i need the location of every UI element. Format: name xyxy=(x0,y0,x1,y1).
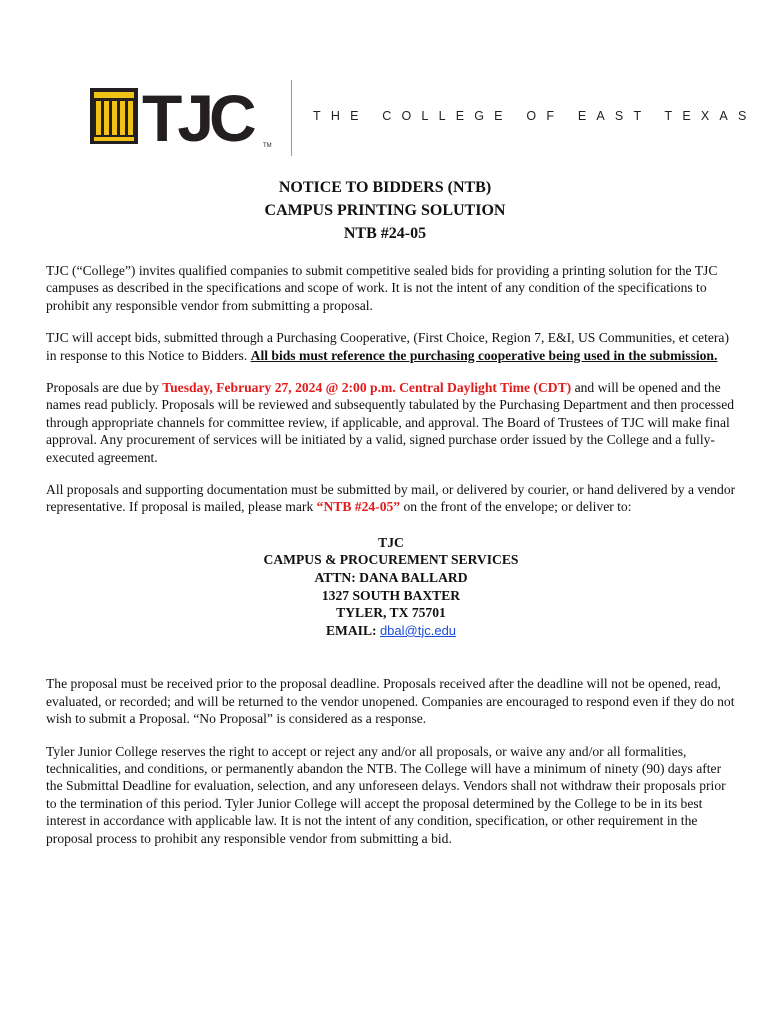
notice-title: NOTICE TO BIDDERS (NTB) xyxy=(278,179,492,196)
deadline-paragraph xyxy=(46,379,736,466)
email-label: EMAIL: xyxy=(325,622,380,638)
deadline-intro: Proposals are due by xyxy=(46,380,163,396)
notice-title-block xyxy=(0,176,770,245)
tjc-logo xyxy=(90,86,275,150)
letterhead-divider xyxy=(291,80,292,156)
address-street: 1327 SOUTH BAXTER xyxy=(321,587,461,603)
address-org: TJC xyxy=(378,534,404,550)
cooperative-text: TJC will accept bids, submitted through a Purchasing Cooperative, (First Choice, Region 7, E&I, US Communities, et cetera) in response to this Notice to Bidders. xyxy=(46,330,729,363)
logo-trademark: TM xyxy=(263,143,272,149)
logo-text: TJC xyxy=(142,86,252,150)
tjc-logo-graphic xyxy=(90,86,275,150)
envelope-mark: “NTB #24-05” xyxy=(316,499,401,515)
college-tagline: THE COLLEGE OF EAST TEXAS xyxy=(313,109,757,123)
notice-number: NTB #24-05 xyxy=(343,225,427,242)
address-department: CAMPUS & PROCUREMENT SERVICES xyxy=(263,552,519,568)
address-city: TYLER, TX 75701 xyxy=(336,605,446,621)
cooperative-paragraph xyxy=(46,329,736,364)
deadline-details: and will be opened and the names read publicly. Proposals will be reviewed and subsequently tabulated by the Purchasing Department and then processed through appropriate channels for committee review, if applicable, and approval. The Board of Trustees of TJC will make final approval. Any procurement of services will be initiated by a valid, signed purchase order issued by the College and a fully-executed agreement. xyxy=(46,380,735,465)
submission-paragraph xyxy=(46,481,736,516)
address-attention: ATTN: DANA BALLARD xyxy=(314,570,468,586)
deadline-date: Tuesday, February 27, 2024 @ 2:00 p.m. Central Daylight Time (CDT) xyxy=(162,380,572,396)
intro-paragraph: TJC (“College”) invites qualified companies to submit competitive sealed bids for providing a printing solution for the TJC campuses as described in the specifications and scope of work. It is not the intent of any condition of the specifications to prohibit any responsible vendor from submitting a proposal. xyxy=(46,263,718,313)
notice-subtitle: CAMPUS PRINTING SOLUTION xyxy=(264,202,506,219)
notice-body xyxy=(46,262,736,862)
email-link[interactable]: dbal@tjc.edu xyxy=(379,622,457,638)
submission-text: All proposals and supporting documentation must be submitted by mail, or delivered by courier, or hand delivered by a vendor representative. If proposal is mailed, please mark xyxy=(46,482,736,515)
submission-end: on the front of the envelope; or deliver to: xyxy=(400,499,632,515)
address-email-line xyxy=(46,622,736,640)
deadline-policy-paragraph: The proposal must be received prior to the proposal deadline. Proposals received after the deadline will not be opened, read, evaluated, or recorded; and will be returned to the vendor unopened. Companies are encouraged to respond even if they do not wish to submit a Proposal. “No Proposal” is considered as a response. xyxy=(46,676,735,727)
delivery-address xyxy=(46,534,736,640)
rights-reserved-paragraph: Tyler Junior College reserves the right to accept or reject any and/or all proposals, or waive any and/or all formalities, technicalities, and conditions, or permanently abandon the NTB. The College will have a minimum of ninety (90) days after the Submittal Deadline for evaluation, selection, and any unforeseen delays. Vendors shall not withdraw their proposals prior to the termination of this period. Tyler Junior College will accept the proposal determined by the College to be in its best interest in accordance with applicable law. It is not the intent of any condition, specification, or other requirement in the proposal process to prohibit any responsible vendor from submitting a bid. xyxy=(46,743,726,846)
cooperative-requirement: All bids must reference the purchasing cooperative being used in the submission. xyxy=(250,347,718,363)
